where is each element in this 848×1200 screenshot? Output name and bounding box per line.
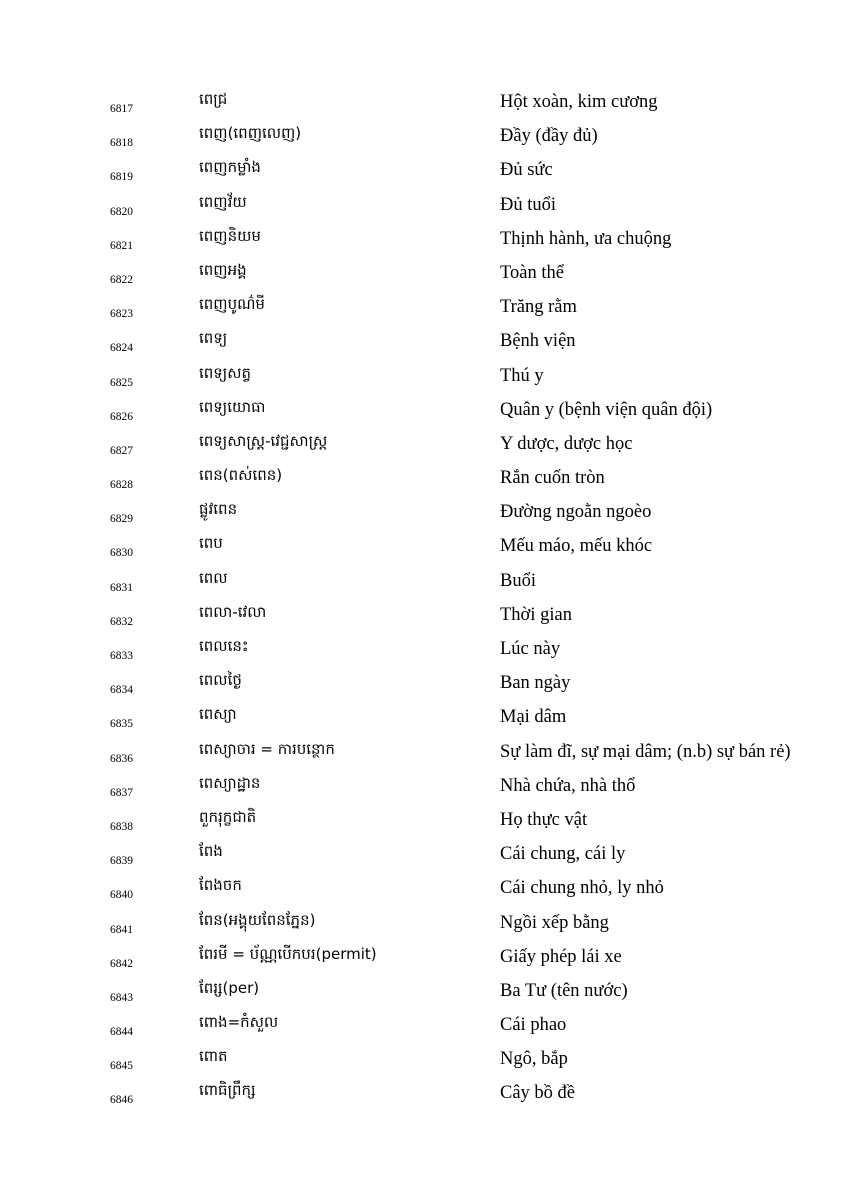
- dictionary-entry: [0, 770, 848, 804]
- khmer-word: ពេលថ្ងៃ: [199, 671, 242, 690]
- entry-number: 6835: [110, 718, 133, 731]
- entry-number: 6823: [110, 308, 133, 321]
- khmer-word: ពេញ(ពេញលេញ): [199, 124, 302, 143]
- vietnamese-translation: Đường ngoằn ngoèo: [500, 502, 652, 523]
- dictionary-entry: [0, 633, 848, 667]
- dictionary-entry: [0, 496, 848, 530]
- vietnamese-translation: Đủ sức: [500, 160, 553, 181]
- khmer-word: ពេជ្រ: [199, 90, 228, 108]
- vietnamese-translation: Ban ngày: [500, 673, 571, 694]
- vietnamese-translation: Sự làm đĩ, sự mại dâm; (n.b) sự bán rẻ): [500, 741, 791, 762]
- dictionary-entry: [0, 1009, 848, 1043]
- vietnamese-translation: Thời gian: [500, 604, 572, 625]
- vietnamese-translation: Thú y: [500, 365, 544, 386]
- khmer-word: ពេញអង្គ: [199, 260, 247, 279]
- dictionary-entry: [0, 120, 848, 154]
- khmer-word: ពួករុក្ខជាតិ: [199, 807, 257, 826]
- entry-number: 6825: [110, 376, 133, 389]
- dictionary-entry: [0, 975, 848, 1009]
- khmer-word: ផ្លូវពេន: [199, 500, 238, 519]
- entry-number: 6821: [110, 239, 133, 252]
- khmer-word: ពែរមី = ប័ណ្ណបើកបរ(permit): [199, 944, 377, 963]
- khmer-word: ពែន(អង្គុយពែនភ្នែន): [199, 910, 316, 929]
- khmer-word: ពេទ្យសត្វ: [199, 363, 252, 382]
- dictionary-entry: [0, 701, 848, 735]
- entry-number: 6817: [110, 103, 133, 115]
- entry-number: 6819: [110, 171, 133, 184]
- entry-number: 6836: [110, 752, 133, 765]
- khmer-word: ពេទ្យ: [199, 329, 228, 348]
- khmer-word: ពេន(ពស់ពេន): [199, 466, 283, 485]
- dictionary-entry: [0, 394, 848, 428]
- dictionary-entry: [0, 667, 848, 701]
- entry-number: 6843: [110, 991, 133, 1004]
- vietnamese-translation: Hột xoàn, kim cương: [500, 92, 658, 112]
- dictionary-entry: [0, 462, 848, 496]
- khmer-word: ពោង=កំសួល: [199, 1013, 279, 1032]
- khmer-word: ពេលនេះ: [199, 637, 249, 655]
- vietnamese-translation: Họ thực vật: [500, 809, 588, 830]
- khmer-word: ពេស្យាចារ = ការបន្ថោក: [199, 739, 335, 758]
- entry-number: 6840: [110, 889, 133, 902]
- dictionary-entry: [0, 941, 848, 975]
- vietnamese-translation: Cái chung, cái ly: [500, 844, 626, 865]
- khmer-word: ពេស្យាដ្ឋាន: [199, 773, 261, 792]
- vietnamese-translation: Đủ tuổi: [500, 194, 557, 215]
- entry-number: 6846: [110, 1094, 133, 1107]
- khmer-word: ពេទ្យយោធា: [199, 397, 266, 416]
- khmer-word: ពេញបូណ៌មី: [199, 295, 265, 314]
- khmer-word: ពែរ្ស(per): [199, 978, 260, 997]
- dictionary-entry: [0, 1043, 848, 1077]
- vietnamese-translation: Quân y (bệnh viện quân đội): [500, 399, 713, 420]
- khmer-word: ពេញនិយម: [199, 226, 261, 245]
- khmer-word: ពោធិព្រឹក្ស: [199, 1081, 256, 1100]
- vietnamese-translation: Cây bồ đề: [500, 1083, 576, 1104]
- khmer-word: ពេប: [199, 534, 223, 553]
- entry-number: 6827: [110, 444, 133, 457]
- vietnamese-translation: Ba Tư (tên nước): [500, 980, 628, 1001]
- dictionary-entry: [0, 1077, 848, 1111]
- vietnamese-translation: Mếu máo, mếu khóc: [500, 536, 653, 557]
- vietnamese-translation: Buổi: [500, 570, 536, 591]
- vietnamese-translation: Toàn thể: [500, 262, 564, 283]
- khmer-word: ពេញកម្លាំង: [199, 158, 261, 177]
- vietnamese-translation: Bệnh viện: [500, 331, 576, 352]
- khmer-word: ពែងចក: [199, 876, 242, 895]
- entry-number: 6842: [110, 957, 133, 970]
- vietnamese-translation: Cái phao: [500, 1015, 567, 1036]
- entry-number: 6833: [110, 650, 133, 662]
- dictionary-entry: [0, 257, 848, 291]
- entry-number: 6820: [110, 205, 133, 218]
- entry-number: 6824: [110, 342, 133, 355]
- vietnamese-translation: Lúc này: [500, 639, 561, 659]
- khmer-word: ពេស្យា: [199, 705, 237, 724]
- dictionary-entry: [0, 565, 848, 599]
- vietnamese-translation: Thịnh hành, ưa chuộng: [500, 228, 672, 249]
- khmer-word: ពេលា-វេលា: [199, 602, 267, 621]
- khmer-word: ពោត: [199, 1047, 228, 1066]
- vietnamese-translation: Mại dâm: [500, 707, 567, 728]
- entry-number: 6845: [110, 1060, 133, 1073]
- entry-number: 6838: [110, 820, 133, 833]
- entry-number: 6831: [110, 581, 133, 594]
- dictionary-entry: [0, 907, 848, 941]
- khmer-word: ពេទ្យសាស្ត្រ-វេជ្ជសាស្ត្រ: [199, 431, 328, 450]
- vietnamese-translation: Giấy phép lái xe: [500, 946, 622, 967]
- vietnamese-translation: Ngồi xếp bằng: [500, 912, 609, 933]
- vietnamese-translation: Đầy (đầy đủ): [500, 126, 598, 147]
- dictionary-entry: [0, 530, 848, 564]
- entry-number: 6841: [110, 923, 133, 936]
- dictionary-entry: [0, 599, 848, 633]
- dictionary-entry: [0, 736, 848, 770]
- entry-number: 6834: [110, 684, 133, 697]
- vietnamese-translation: Ngô, bắp: [500, 1049, 568, 1070]
- dictionary-entry: [0, 872, 848, 906]
- dictionary-entry: [0, 804, 848, 838]
- khmer-word: ពេល: [199, 568, 228, 587]
- entry-number: 6844: [110, 1026, 133, 1039]
- entry-number: 6818: [110, 137, 133, 150]
- vietnamese-translation: Y dược, dược học: [500, 433, 633, 454]
- dictionary-entry: [0, 223, 848, 257]
- dictionary-entry: [0, 360, 848, 394]
- vietnamese-translation: Trăng rằm: [500, 297, 577, 318]
- dictionary-entry: [0, 291, 848, 325]
- entry-number: 6837: [110, 786, 133, 799]
- entry-number: 6830: [110, 547, 133, 560]
- khmer-word: ពែង: [199, 842, 223, 861]
- entry-number: 6822: [110, 273, 133, 286]
- dictionary-entry: [0, 189, 848, 223]
- entry-list: [0, 86, 848, 1112]
- vietnamese-translation: Cái chung nhỏ, ly nhỏ: [500, 878, 664, 899]
- entry-number: 6829: [110, 513, 133, 526]
- dictionary-entry: [0, 325, 848, 359]
- entry-number: 6826: [110, 410, 133, 423]
- vietnamese-translation: Rắn cuốn tròn: [500, 468, 605, 489]
- dictionary-entry: [0, 86, 848, 120]
- dictionary-entry: [0, 838, 848, 872]
- khmer-word: ពេញវ័យ: [199, 192, 247, 211]
- dictionary-entry: [0, 154, 848, 188]
- vietnamese-translation: Nhà chứa, nhà thổ: [500, 775, 636, 796]
- entry-number: 6839: [110, 855, 133, 868]
- entry-number: 6832: [110, 615, 133, 628]
- dictionary-entry: [0, 428, 848, 462]
- entry-number: 6828: [110, 479, 133, 492]
